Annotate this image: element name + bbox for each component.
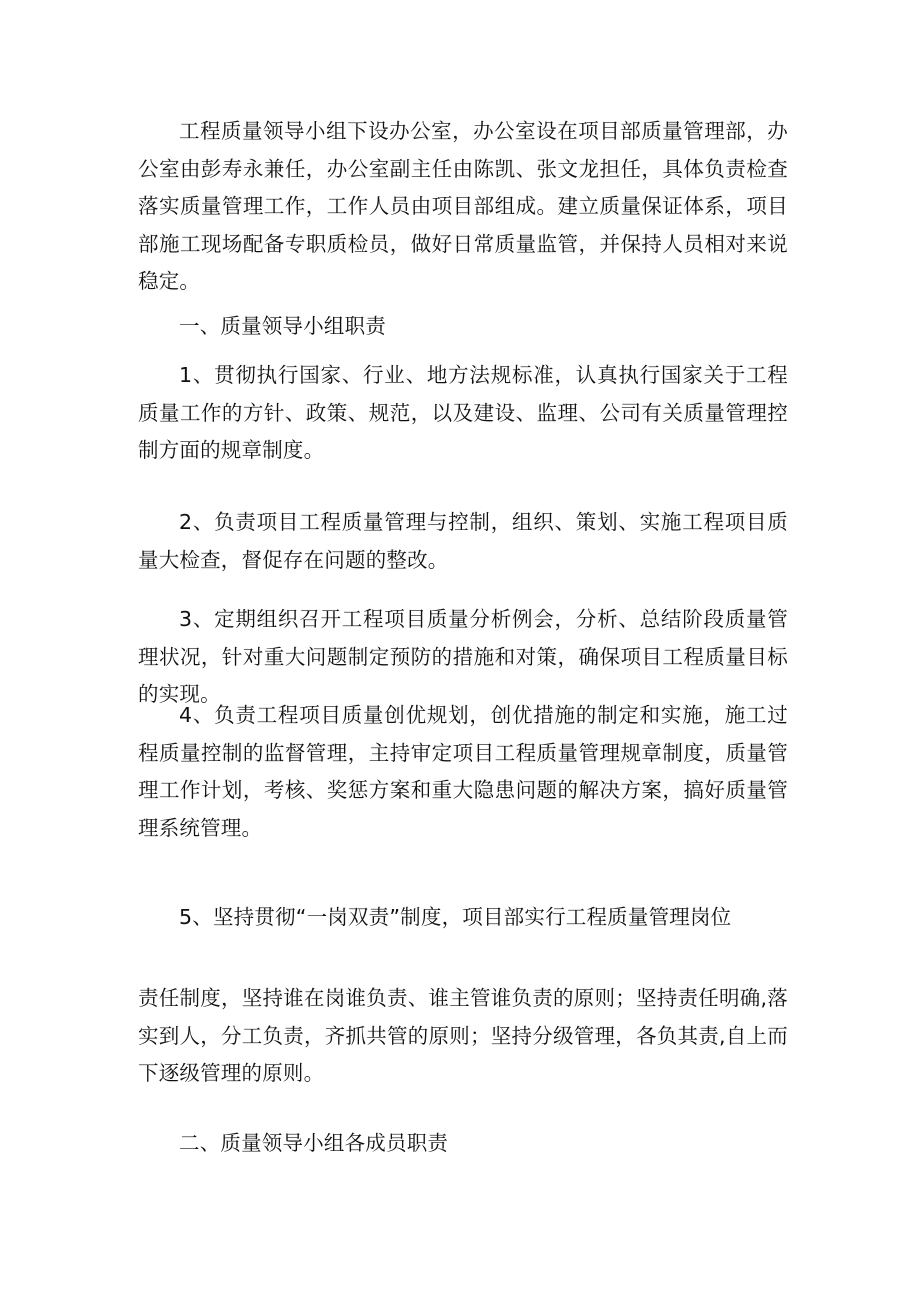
intro-paragraph: 工程质量领导小组下设办公室，办公室设在项目部质量管理部，办公室由彭寿永兼任，办公室副主任由陈凯、张文龙担任，具体负责检查落实质量管理工作，工作人员由项目部组成。建立质量保证体系，项目部施工现场配备专职质检员，做好日常质量监管，并保持人员相对来说稳定。 — [138, 119, 788, 293]
item3-paragraph: 3、定期组织召开工程项目质量分析例会，分析、总结阶段质量管理状况，针对重大问题制定预防的措施和对策，确保项目工程质量目标的实现。 — [138, 607, 788, 706]
item2-paragraph: 2、负责项目工程质量管理与控制，组织、策划、实施工程项目质量大检查，督促存在问题的整改。 — [138, 510, 788, 572]
item4-paragraph: 4、负责工程项目质量创优规划，创优措施的制定和实施，施工过程质量控制的监督管理，主持审定项目工程质量管理规章制度，质量管理工作计划，考核、奖惩方案和重大隐患问题的解决方案，搞好质量管理系统管理。 — [138, 703, 788, 840]
section2-heading: 二、质量领导小组各成员职责 — [179, 1131, 449, 1155]
item1-paragraph: 1、贯彻执行国家、行业、地方法规标准，认真执行国家关于工程质量工作的方针、政策、规范，以及建设、监理、公司有关质量管理控制方面的规章制度。 — [138, 363, 788, 462]
item5-continuation: 责任制度，坚持谁在岗谁负责、谁主管谁负责的原则；坚持责任明确,落实到人，分工负责，齐抓共管的原则；坚持分级管理，各负其责,自上而下逐级管理的原则。 — [138, 986, 788, 1085]
section1-heading: 一、质量领导小组职责 — [179, 314, 386, 338]
item5-heading-line: 5、坚持贯彻“一岗双责”制度，项目部实行工程质量管理岗位 — [179, 905, 732, 929]
